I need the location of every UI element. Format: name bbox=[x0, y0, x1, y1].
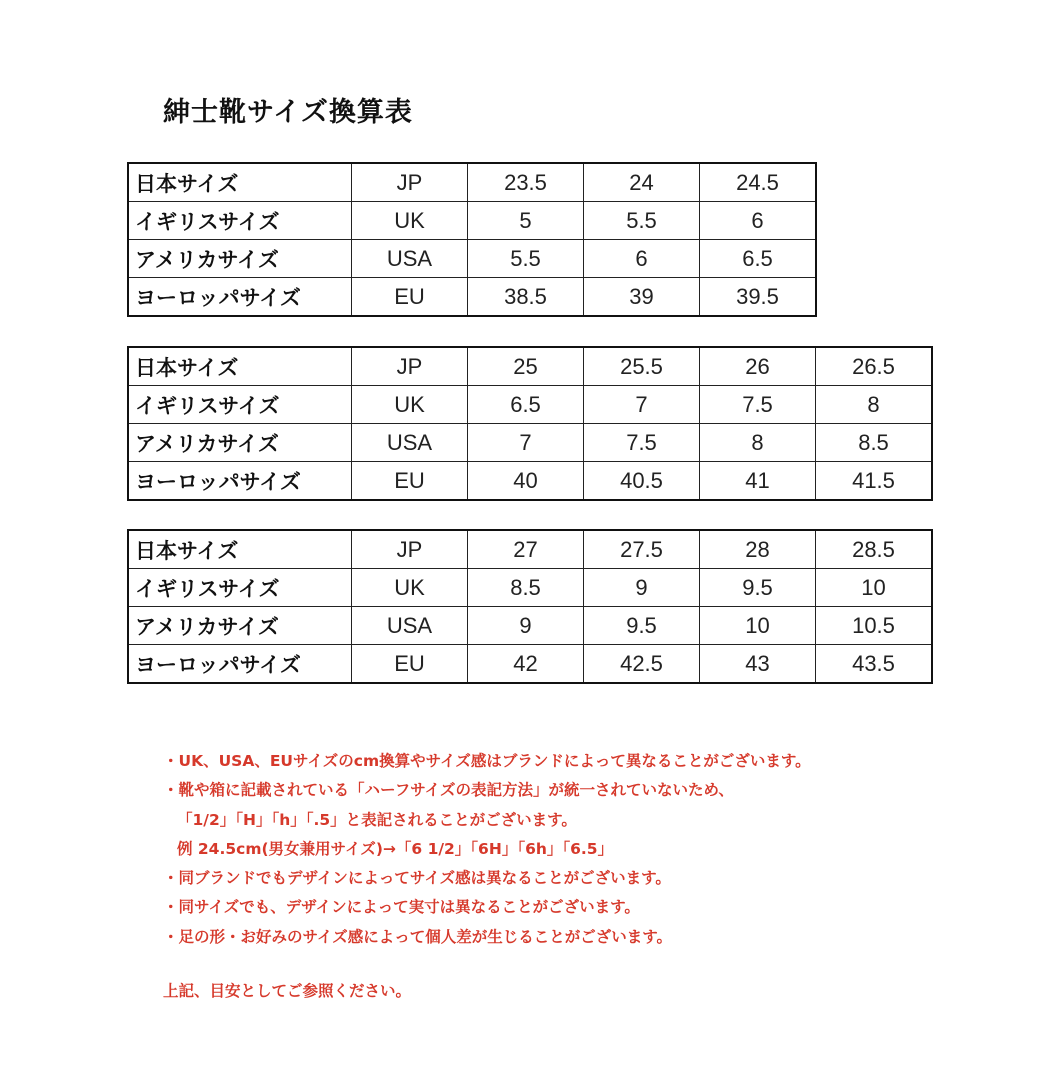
note-line: 「1/2」「H」「h」「.5」と表記されることがございます。 bbox=[177, 810, 577, 829]
table-row-uk bbox=[128, 569, 932, 607]
size-value: 7 bbox=[468, 424, 584, 462]
size-value: 8 bbox=[700, 424, 816, 462]
size-value: 5.5 bbox=[468, 240, 584, 278]
row-label: ヨーロッパサイズ bbox=[128, 462, 352, 501]
table-row-eu bbox=[128, 462, 932, 501]
size-value: 39 bbox=[584, 278, 700, 317]
row-label: アメリカサイズ bbox=[128, 424, 352, 462]
size-code: UK bbox=[352, 569, 468, 607]
size-value: 9.5 bbox=[700, 569, 816, 607]
size-value: 7.5 bbox=[700, 386, 816, 424]
size-code: JP bbox=[352, 530, 468, 569]
row-label: イギリスサイズ bbox=[128, 569, 352, 607]
row-label: イギリスサイズ bbox=[128, 386, 352, 424]
size-value: 23.5 bbox=[468, 163, 584, 202]
size-table-3 bbox=[127, 529, 933, 684]
size-value: 26 bbox=[700, 347, 816, 386]
size-value: 8 bbox=[816, 386, 933, 424]
size-value: 41 bbox=[700, 462, 816, 501]
size-value: 25 bbox=[468, 347, 584, 386]
size-value: 43 bbox=[700, 645, 816, 684]
table-row-eu bbox=[128, 645, 932, 684]
row-label: アメリカサイズ bbox=[128, 240, 352, 278]
table-row-us bbox=[128, 607, 932, 645]
size-value: 42.5 bbox=[584, 645, 700, 684]
size-code: EU bbox=[352, 645, 468, 684]
size-value: 9.5 bbox=[584, 607, 700, 645]
size-value: 40 bbox=[468, 462, 584, 501]
table-row-jp bbox=[128, 530, 932, 569]
size-value: 42 bbox=[468, 645, 584, 684]
size-value: 8.5 bbox=[468, 569, 584, 607]
size-value: 7 bbox=[584, 386, 700, 424]
size-value: 10 bbox=[700, 607, 816, 645]
size-value: 28.5 bbox=[816, 530, 933, 569]
row-label: ヨーロッパサイズ bbox=[128, 645, 352, 684]
note-line: ・靴や箱に記載されている「ハーフサイズの表記方法」が統一されていないため、 bbox=[163, 781, 734, 800]
row-label: 日本サイズ bbox=[128, 163, 352, 202]
table-row-us bbox=[128, 240, 816, 278]
size-code: EU bbox=[352, 462, 468, 501]
note-line: ・同サイズでも、デザインによって実寸は異なることがございます。 bbox=[163, 898, 640, 917]
size-table-1 bbox=[127, 162, 817, 317]
size-code: USA bbox=[352, 607, 468, 645]
size-value: 27.5 bbox=[584, 530, 700, 569]
page-title: 紳士靴サイズ換算表 bbox=[163, 97, 413, 128]
size-value: 41.5 bbox=[816, 462, 933, 501]
size-code: UK bbox=[352, 202, 468, 240]
note-line: ・同ブランドでもデザインによってサイズ感は異なることがございます。 bbox=[163, 869, 671, 888]
size-code: EU bbox=[352, 278, 468, 317]
size-value: 6 bbox=[584, 240, 700, 278]
closing-note: 上記、目安としてご参照ください。 bbox=[163, 982, 412, 1000]
row-label: ヨーロッパサイズ bbox=[128, 278, 352, 317]
size-value: 28 bbox=[700, 530, 816, 569]
size-value: 8.5 bbox=[816, 424, 933, 462]
size-value: 9 bbox=[584, 569, 700, 607]
size-code: JP bbox=[352, 347, 468, 386]
table-row-jp bbox=[128, 163, 816, 202]
size-table-2 bbox=[127, 346, 933, 501]
size-value: 24.5 bbox=[700, 163, 817, 202]
row-label: イギリスサイズ bbox=[128, 202, 352, 240]
size-value: 7.5 bbox=[584, 424, 700, 462]
size-value: 6.5 bbox=[468, 386, 584, 424]
size-code: JP bbox=[352, 163, 468, 202]
size-value: 27 bbox=[468, 530, 584, 569]
size-value: 43.5 bbox=[816, 645, 933, 684]
row-label: 日本サイズ bbox=[128, 530, 352, 569]
size-value: 5.5 bbox=[584, 202, 700, 240]
table-row-uk bbox=[128, 202, 816, 240]
table-row-uk bbox=[128, 386, 932, 424]
size-value: 6.5 bbox=[700, 240, 817, 278]
size-code: USA bbox=[352, 240, 468, 278]
size-value: 38.5 bbox=[468, 278, 584, 317]
size-value: 39.5 bbox=[700, 278, 817, 317]
size-value: 6 bbox=[700, 202, 817, 240]
table-row-eu bbox=[128, 278, 816, 317]
size-code: USA bbox=[352, 424, 468, 462]
size-value: 5 bbox=[468, 202, 584, 240]
note-line: 例 24.5cm(男女兼用サイズ)→「6 1/2」「6H」「6h」「6.5」 bbox=[177, 839, 614, 858]
size-code: UK bbox=[352, 386, 468, 424]
size-value: 25.5 bbox=[584, 347, 700, 386]
table-row-jp bbox=[128, 347, 932, 386]
size-value: 40.5 bbox=[584, 462, 700, 501]
notes-list bbox=[163, 747, 811, 952]
table-row-us bbox=[128, 424, 932, 462]
row-label: 日本サイズ bbox=[128, 347, 352, 386]
size-value: 9 bbox=[468, 607, 584, 645]
size-value: 26.5 bbox=[816, 347, 933, 386]
note-line: ・足の形・お好みのサイズ感によって個人差が生じることがございます。 bbox=[163, 927, 673, 946]
row-label: アメリカサイズ bbox=[128, 607, 352, 645]
size-value: 24 bbox=[584, 163, 700, 202]
size-value: 10.5 bbox=[816, 607, 933, 645]
size-value: 10 bbox=[816, 569, 933, 607]
note-line: ・UK、USA、EUサイズのcm換算やサイズ感はブランドによって異なることがございます。 bbox=[163, 752, 811, 770]
